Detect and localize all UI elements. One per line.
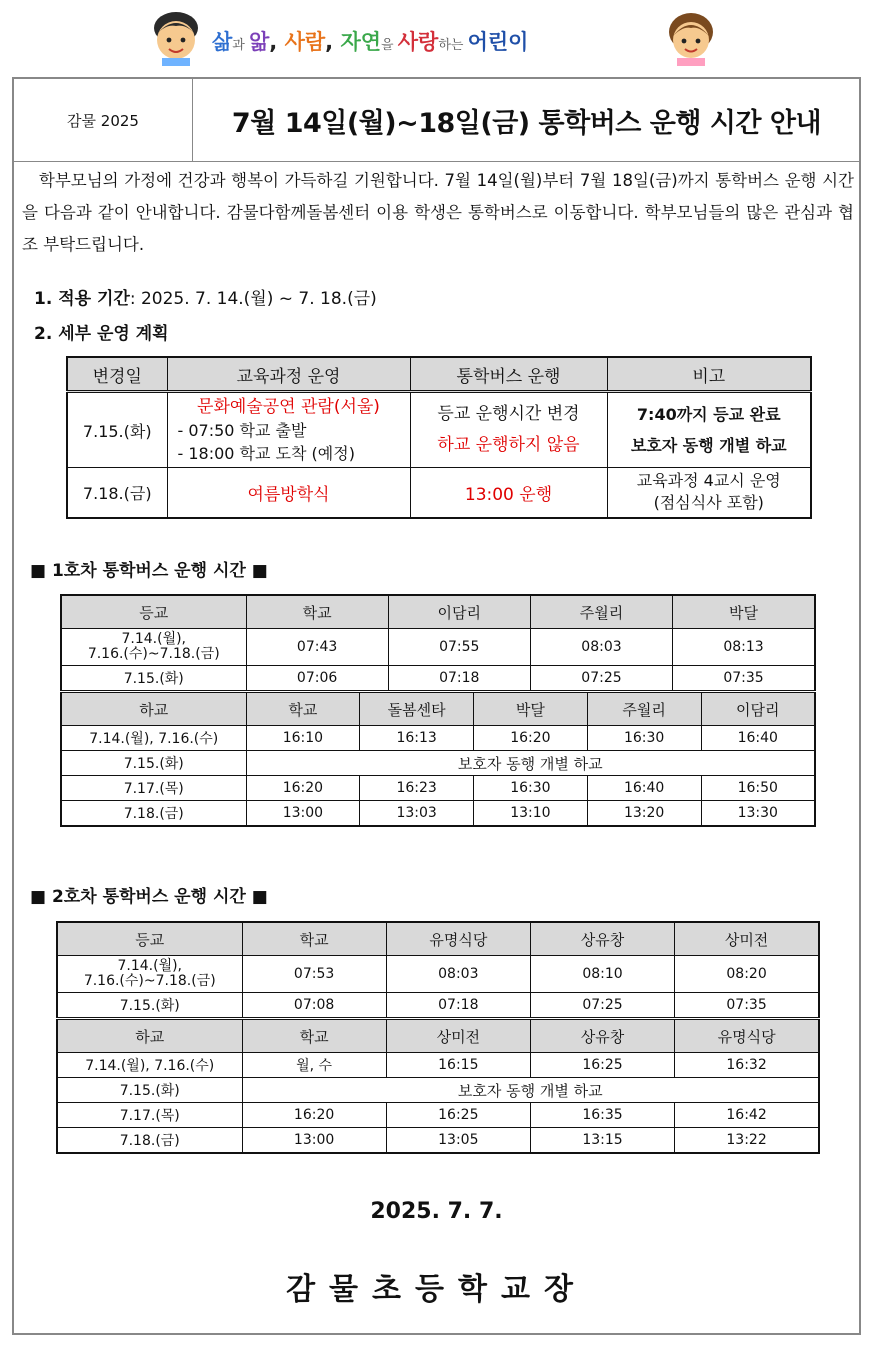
plan-note-line: 7:40까지 등교 완료 — [636, 405, 781, 424]
stop-header: 이담리 — [701, 692, 815, 726]
slogan-text — [212, 26, 528, 56]
afternoon-header-row — [57, 1019, 819, 1053]
table-row — [61, 776, 815, 801]
time-cell: 16:20 — [246, 776, 360, 801]
time-cell: 08:13 — [673, 629, 815, 666]
morning-header-row — [57, 922, 819, 956]
stop-header: 박달 — [673, 595, 815, 629]
stop-header: 학교 — [242, 1019, 386, 1053]
time-cell: 07:18 — [388, 666, 530, 692]
slogan-banner — [0, 0, 873, 72]
time-cell: 13:00 — [246, 801, 360, 827]
afternoon-header-row — [61, 692, 815, 726]
afternoon-header-label: 하교 — [57, 1019, 242, 1053]
notice-frame — [12, 77, 861, 1335]
stop-header: 이담리 — [388, 595, 530, 629]
plan-header-date: 변경일 — [67, 357, 167, 392]
section-period — [34, 284, 377, 309]
page-title: 7월 14일(월)~18일(금) 통학버스 운행 시간 안내 — [231, 107, 822, 139]
plan-date: 7.15.(화) — [67, 392, 167, 468]
section-period-value: : 2025. 7. 14.(월) ~ 7. 18.(금) — [129, 289, 377, 309]
plan-note-line: 교육과정 4교시 운영 — [636, 471, 781, 491]
time-cell: 16:30 — [474, 776, 588, 801]
section-period-label: 1. 적용 기간 — [34, 289, 130, 309]
table-row — [57, 1078, 819, 1103]
time-cell: 13:20 — [587, 801, 701, 827]
time-cell: 07:55 — [388, 629, 530, 666]
time-cell: 08:10 — [530, 956, 674, 993]
slogan-part: 삶 — [212, 30, 233, 54]
morning-header-label: 등교 — [57, 922, 242, 956]
intro-paragraph — [22, 165, 854, 261]
plan-note — [607, 468, 811, 518]
row-date-label — [57, 993, 242, 1019]
time-cell: 07:35 — [675, 993, 819, 1019]
plan-header-note: 비고 — [607, 357, 811, 392]
time-cell: 16:40 — [587, 776, 701, 801]
slogan-part: , — [269, 30, 285, 54]
time-cell: 16:42 — [675, 1103, 819, 1128]
table-row — [61, 666, 815, 692]
time-cell: 13:22 — [675, 1128, 819, 1154]
boy-mascot-icon — [150, 10, 202, 66]
table-row — [61, 726, 815, 751]
plan-note-line: (점심식사 포함) — [653, 493, 764, 513]
section-plan: 2. 세부 운영 계획 — [34, 324, 169, 344]
time-cell: 07:53 — [242, 956, 386, 993]
plan-program-line: - 18:00 학교 도착 (예정) — [177, 443, 355, 463]
time-cell: 13:15 — [530, 1128, 674, 1154]
time-cell: 13:05 — [386, 1128, 530, 1154]
intro-text: 학부모님의 가정에 건강과 행복이 가득하길 기원합니다. 7월 14일(월)부터 7월 18일(금)까지 통학버스 운행 시간을 다음과 같이 안내합니다. 감물다함께돌봄센터 이용 학생은 통학버스로 이동합니다. 학부모님들의 많은 관심과 협조 부탁드립니다. — [22, 171, 854, 254]
time-cell: 16:20 — [474, 726, 588, 751]
plan-bus-line: 등교 운행시간 변경 — [437, 404, 580, 424]
slogan-part: 어린이 — [467, 30, 529, 54]
merged-note-cell: 보호자 동행 개별 하교 — [242, 1078, 819, 1103]
bus2-timetable — [56, 921, 820, 1154]
bus2-title: ■ 2호차 통학버스 운행 시간 ■ — [30, 887, 268, 907]
table-row — [57, 993, 819, 1019]
table-row — [61, 629, 815, 666]
time-cell: 16:35 — [530, 1103, 674, 1128]
table-row — [57, 1128, 819, 1154]
time-cell: 16:50 — [701, 776, 815, 801]
time-cell: 07:25 — [530, 666, 672, 692]
time-cell: 07:35 — [673, 666, 815, 692]
stop-header: 학교 — [242, 922, 386, 956]
stop-header: 상유창 — [530, 922, 674, 956]
row-date-label: 7.15.(화) — [57, 1078, 242, 1103]
row-date-label: 7.15.(화) — [61, 751, 246, 776]
slogan-part: 사람 — [284, 30, 326, 54]
date-line: 7.15.(화) — [123, 671, 184, 687]
document-code: 감물 2025 — [14, 79, 193, 161]
time-cell: 16:40 — [701, 726, 815, 751]
morning-header-row — [61, 595, 815, 629]
slogan-part: 자연 — [340, 30, 382, 54]
time-cell: 16:25 — [386, 1103, 530, 1128]
stop-header: 주월리 — [587, 692, 701, 726]
time-cell: 16:10 — [246, 726, 360, 751]
girl-mascot-icon — [665, 10, 717, 66]
bus1-title: ■ 1호차 통학버스 운행 시간 ■ — [30, 561, 268, 581]
time-cell: 13:10 — [474, 801, 588, 827]
row-date-label — [57, 956, 242, 993]
stop-header: 상미전 — [675, 922, 819, 956]
plan-row — [67, 392, 811, 468]
row-date-label: 7.14.(월), 7.16.(수) — [61, 726, 246, 751]
time-cell: 월, 수 — [242, 1053, 386, 1078]
row-date-label: 7.17.(목) — [57, 1103, 242, 1128]
stop-header: 상유창 — [530, 1019, 674, 1053]
table-row — [61, 751, 815, 776]
date-line: 7.16.(수)~7.18.(금) — [87, 646, 220, 662]
slogan-part: 앎 — [249, 30, 270, 54]
row-date-label — [61, 666, 246, 692]
slogan-part: 과 — [232, 38, 249, 53]
school-signature: 감물초등학교장 — [286, 1272, 587, 1307]
time-cell: 16:30 — [587, 726, 701, 751]
row-date-label: 7.18.(금) — [61, 801, 246, 827]
plan-note-line: 보호자 동행 개별 하교 — [630, 436, 787, 455]
plan-header-program: 교육과정 운영 — [167, 357, 410, 392]
stop-header: 주월리 — [530, 595, 672, 629]
date-line: 7.14.(월), — [117, 958, 183, 974]
stop-header: 학교 — [246, 692, 360, 726]
time-cell: 07:08 — [242, 993, 386, 1019]
table-row — [61, 801, 815, 827]
stop-header: 유명식당 — [675, 1019, 819, 1053]
table-row — [57, 1103, 819, 1128]
slogan-part: , — [325, 30, 341, 54]
plan-bus: 13:00 운행 — [410, 468, 607, 518]
time-cell: 07:25 — [530, 993, 674, 1019]
plan-bus — [410, 392, 607, 468]
stop-header: 박달 — [474, 692, 588, 726]
row-date-label: 7.18.(금) — [57, 1128, 242, 1154]
time-cell: 16:32 — [675, 1053, 819, 1078]
plan-bus-line: 하교 운행하지 않음 — [437, 435, 580, 455]
slogan-part: 하는 — [438, 38, 468, 53]
time-cell: 16:13 — [360, 726, 474, 751]
row-date-label: 7.17.(목) — [61, 776, 246, 801]
notice-header — [14, 79, 859, 162]
merged-note-cell: 보호자 동행 개별 하교 — [246, 751, 815, 776]
table-row — [57, 956, 819, 993]
date-line: 7.14.(월), — [121, 631, 187, 647]
date-line: 7.15.(화) — [119, 998, 180, 1014]
time-cell: 16:15 — [386, 1053, 530, 1078]
time-cell: 08:03 — [386, 956, 530, 993]
time-cell: 13:00 — [242, 1128, 386, 1154]
plan-program-line: - 07:50 학교 출발 — [177, 420, 307, 440]
row-date-label: 7.14.(월), 7.16.(수) — [57, 1053, 242, 1078]
plan-table — [66, 356, 812, 519]
stop-header: 학교 — [246, 595, 388, 629]
date-line: 7.16.(수)~7.18.(금) — [83, 973, 216, 989]
time-cell: 16:25 — [530, 1053, 674, 1078]
table-row — [57, 1053, 819, 1078]
stop-header: 상미전 — [386, 1019, 530, 1053]
plan-date: 7.18.(금) — [67, 468, 167, 518]
time-cell: 13:03 — [360, 801, 474, 827]
morning-header-label: 등교 — [61, 595, 246, 629]
time-cell: 16:20 — [242, 1103, 386, 1128]
afternoon-header-label: 하교 — [61, 692, 246, 726]
plan-program-title: 문화예술공연 관람(서울) — [197, 396, 380, 417]
stop-header: 유명식당 — [386, 922, 530, 956]
plan-program — [167, 392, 410, 468]
plan-header-bus: 통학버스 운행 — [410, 357, 607, 392]
time-cell: 07:18 — [386, 993, 530, 1019]
time-cell: 08:03 — [530, 629, 672, 666]
time-cell: 16:23 — [360, 776, 474, 801]
row-date-label — [61, 629, 246, 666]
stop-header: 돌봄센타 — [360, 692, 474, 726]
plan-note — [607, 392, 811, 468]
plan-program: 여름방학식 — [167, 468, 410, 518]
slogan-part: 사랑 — [397, 30, 439, 54]
time-cell: 07:43 — [246, 629, 388, 666]
issue-date: 2025. 7. 7. — [370, 1199, 503, 1224]
time-cell: 08:20 — [675, 956, 819, 993]
bus1-timetable — [60, 594, 816, 827]
time-cell: 07:06 — [246, 666, 388, 692]
slogan-part: 을 — [381, 38, 398, 53]
plan-row — [67, 468, 811, 518]
time-cell: 13:30 — [701, 801, 815, 827]
